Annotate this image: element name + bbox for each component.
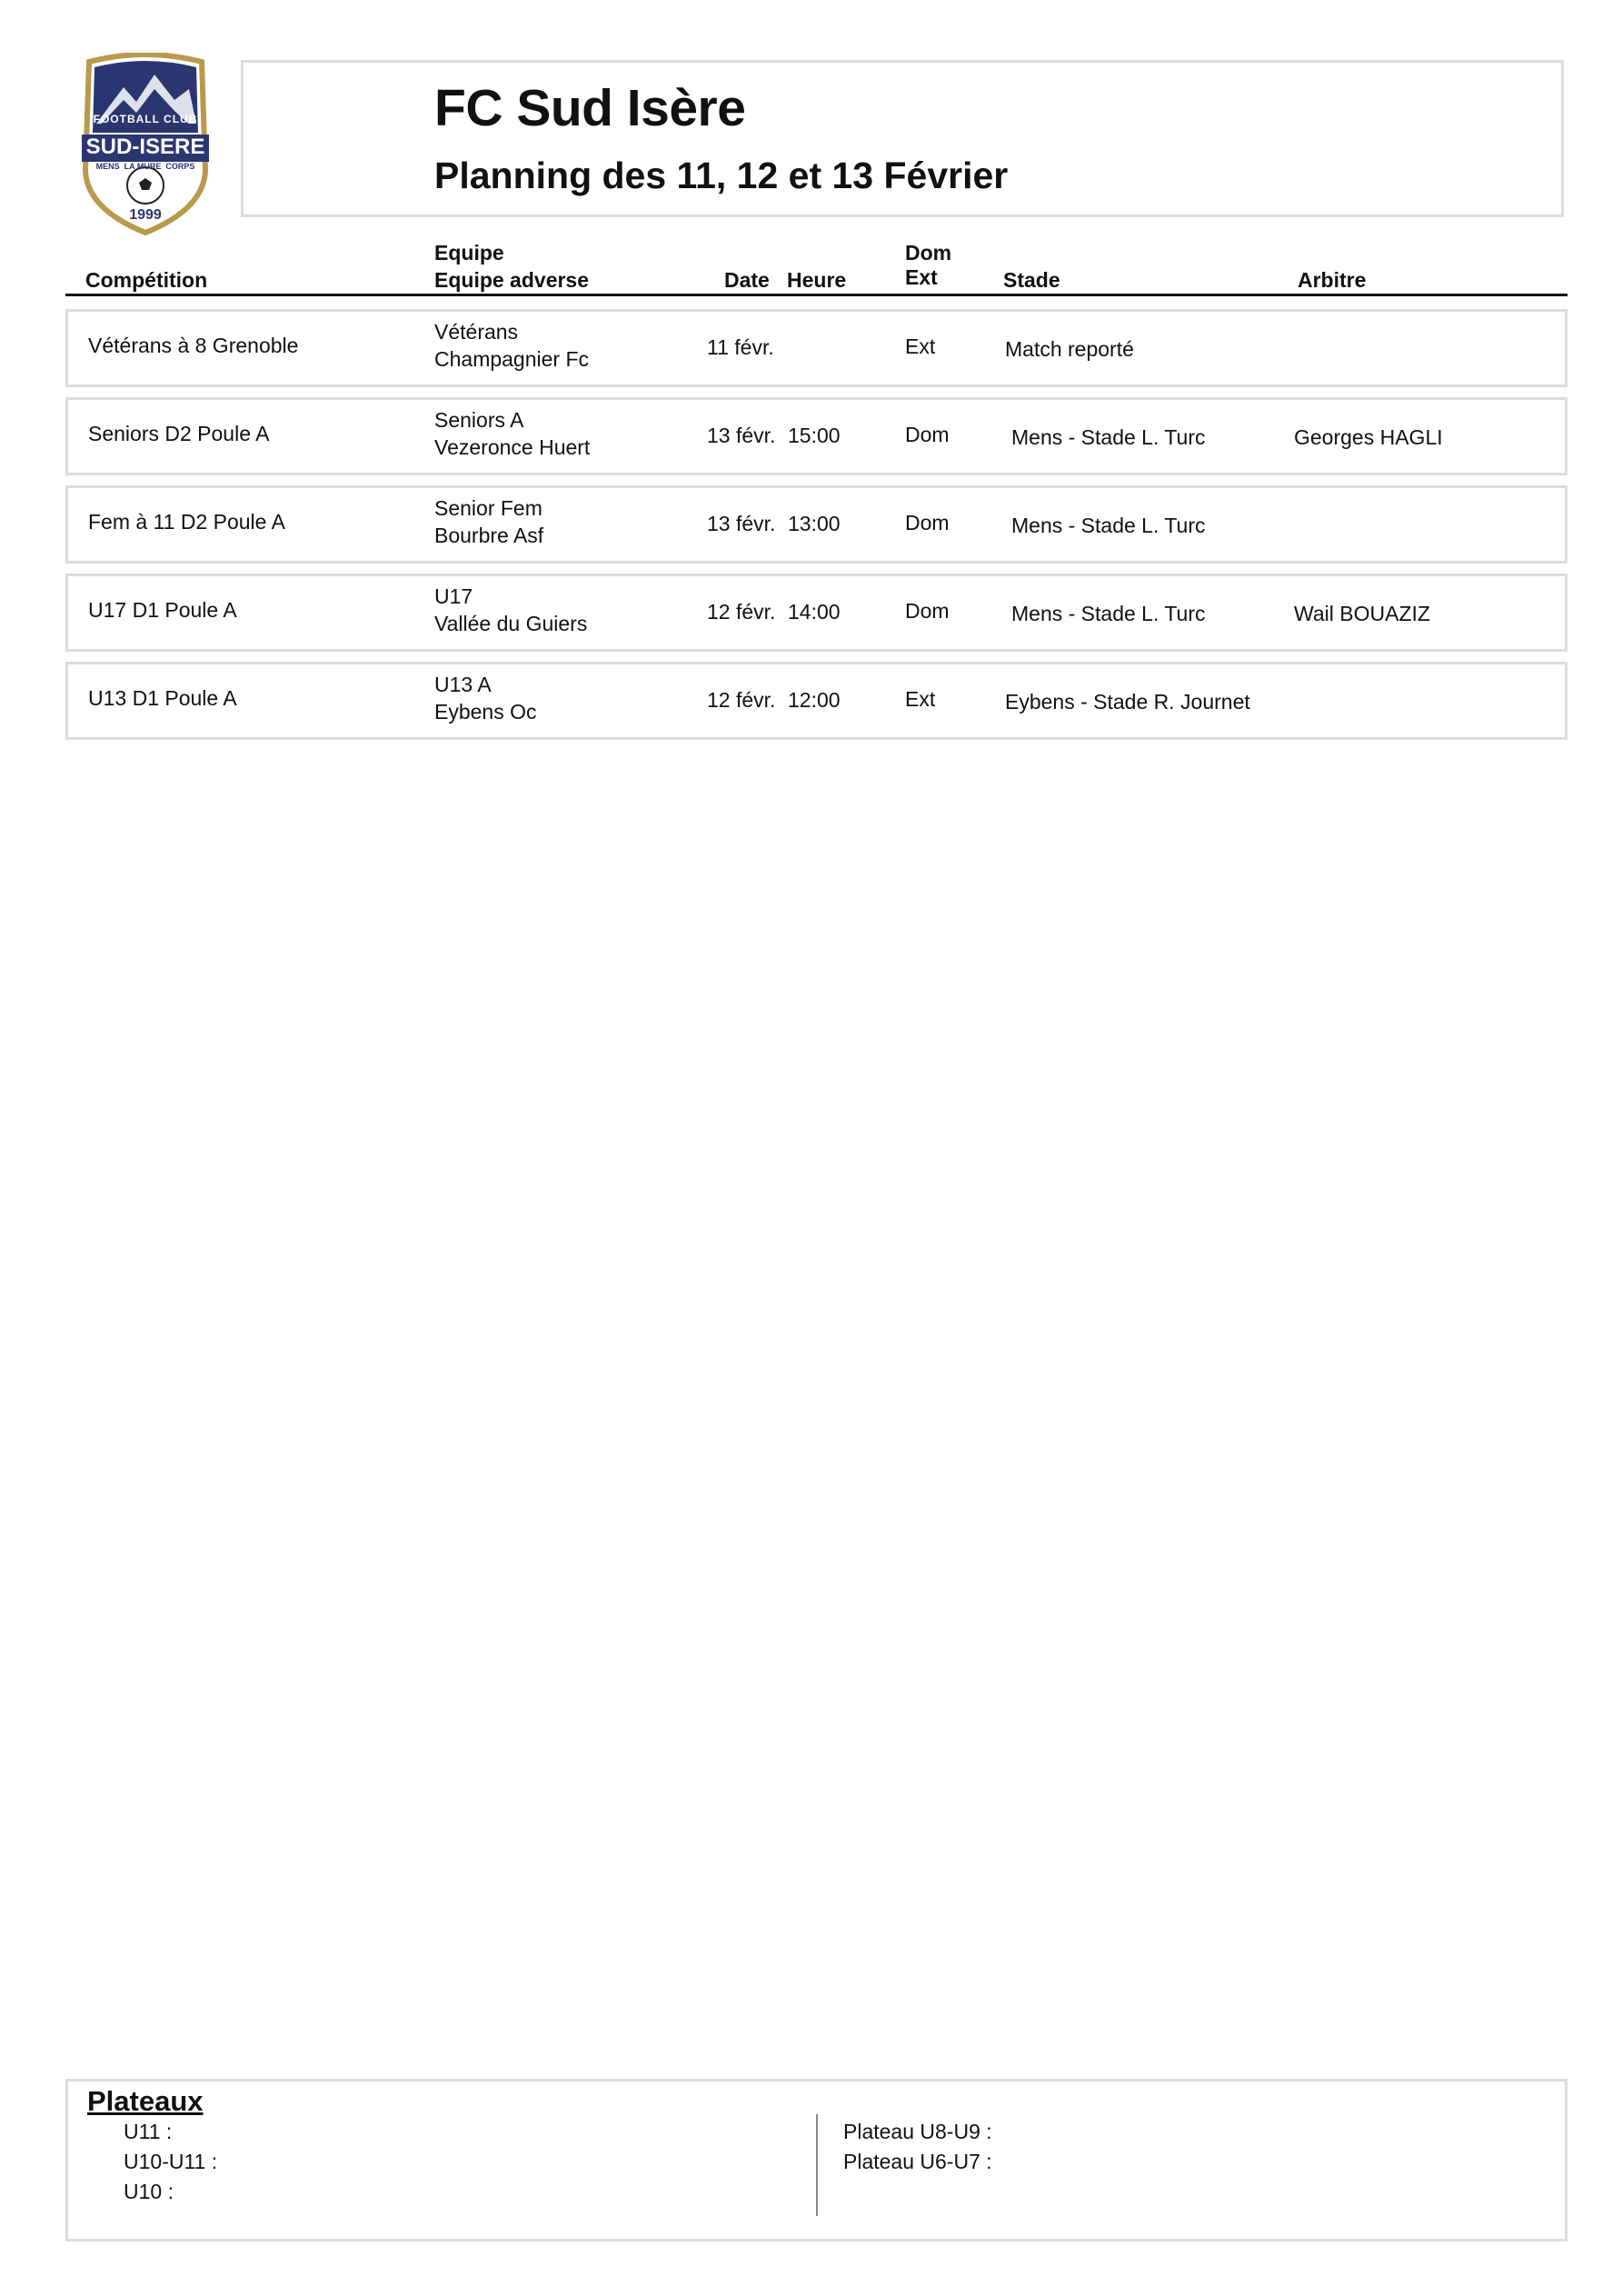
cell-date: 13 févr. [707, 424, 776, 447]
header-divider [65, 294, 1567, 296]
cell-competition: Vétérans à 8 Grenoble [88, 334, 299, 357]
logo-name: SUD-ISERE [85, 135, 205, 159]
cell-equipe: Seniors A [434, 408, 524, 432]
cell-arbitre: Georges HAGLI [1294, 425, 1443, 449]
cell-dom-ext: Ext [905, 334, 936, 358]
cell-arbitre: Wail BOUAZIZ [1294, 602, 1430, 625]
page-subtitle: Planning des 11, 12 et 13 Février [434, 155, 1009, 196]
cell-adverse: Champagnier Fc [434, 347, 590, 371]
plateau-item: U11 : [124, 2120, 173, 2143]
cell-equipe: U17 [434, 584, 473, 608]
match-row [65, 397, 1567, 475]
plateaux-divider [816, 2114, 818, 2216]
cell-dom-ext: Dom [905, 511, 950, 534]
cell-competition: Fem à 11 D2 Poule A [88, 510, 285, 534]
cell-heure: 14:00 [788, 600, 841, 624]
col-equipe: Equipe [434, 241, 504, 265]
cell-adverse: Bourbre Asf [434, 524, 544, 547]
logo-top-text: FOOTBALL CLUB [93, 113, 198, 125]
club-logo [76, 53, 214, 236]
cell-equipe: Vétérans [434, 320, 519, 344]
cell-date: 12 févr. [707, 600, 776, 624]
col-heure: Heure [787, 268, 847, 292]
cell-equipe: U13 A [434, 673, 492, 696]
cell-adverse: Vallée du Guiers [434, 612, 588, 635]
page-title: FC Sud Isère [434, 79, 746, 137]
logo-towns: MENS LA MURE CORPS [95, 162, 195, 171]
cell-heure: 15:00 [788, 424, 841, 447]
cell-date: 12 févr. [707, 688, 776, 712]
cell-date: 13 févr. [707, 512, 776, 535]
col-competition: Compétition [85, 268, 208, 292]
col-dom: Dom [905, 241, 952, 265]
cell-competition: Seniors D2 Poule A [88, 422, 270, 445]
cell-adverse: Vezeronce Huert [434, 435, 591, 459]
cell-equipe: Senior Fem [434, 496, 542, 520]
cell-stade: Eybens - Stade R. Journet [1005, 690, 1250, 714]
plateau-item: U10 : [124, 2180, 174, 2203]
cell-adverse: Eybens Oc [434, 700, 537, 724]
col-arbitre: Arbitre [1298, 268, 1367, 292]
cell-competition: U17 D1 Poule A [88, 598, 237, 622]
cell-dom-ext: Dom [905, 423, 950, 446]
col-stade: Stade [1003, 268, 1060, 292]
cell-heure: 13:00 [788, 512, 841, 535]
cell-date: 11 févr. [707, 335, 774, 359]
match-row [65, 485, 1567, 564]
cell-competition: U13 D1 Poule A [88, 686, 237, 710]
cell-dom-ext: Ext [905, 687, 936, 711]
match-row [65, 574, 1567, 652]
logo-year: 1999 [129, 207, 162, 223]
plateau-item: U10-U11 : [124, 2150, 218, 2173]
cell-heure: 12:00 [788, 688, 841, 712]
col-date: Date [724, 268, 770, 292]
match-row [65, 309, 1567, 387]
cell-dom-ext: Dom [905, 599, 950, 623]
cell-stade: Mens - Stade L. Turc [1011, 514, 1206, 537]
cell-stade: Match reporté [1005, 337, 1134, 361]
col-equipe-adverse: Equipe adverse [434, 268, 590, 292]
match-row [65, 662, 1567, 740]
col-ext: Ext [905, 265, 938, 289]
cell-stade: Mens - Stade L. Turc [1011, 425, 1206, 449]
cell-stade: Mens - Stade L. Turc [1011, 602, 1206, 625]
plateau-item: Plateau U8-U9 : [843, 2120, 992, 2143]
plateau-item: Plateau U6-U7 : [843, 2150, 992, 2173]
plateaux-title: Plateaux [87, 2085, 204, 2117]
